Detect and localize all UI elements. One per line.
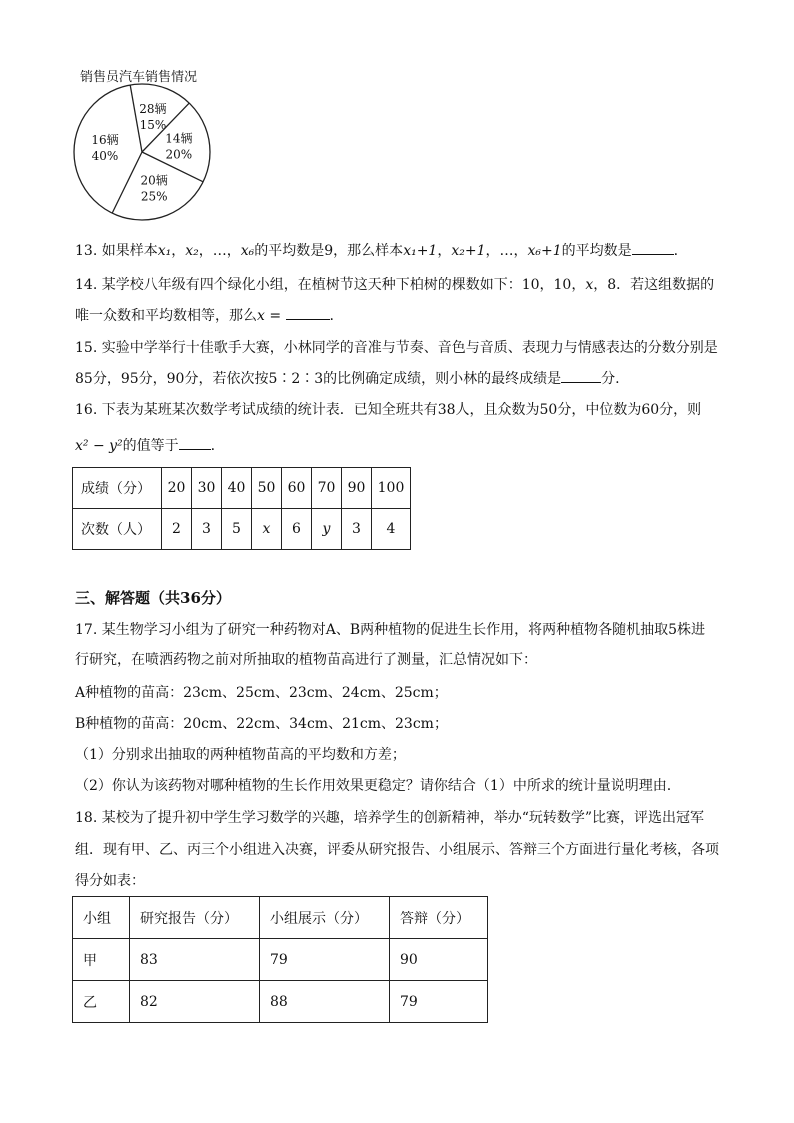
pie-slice-percent-label: 40% [91, 148, 119, 163]
table-cell: x [252, 509, 282, 550]
pie-slice-count-label: 16辆 [91, 132, 119, 147]
answer-blank-14 [286, 305, 330, 320]
section-title: 三、解答题（共36分） [75, 589, 231, 607]
table-header-cell: 答辩（分） [390, 897, 488, 939]
answer-blank-16 [179, 435, 211, 450]
question-17-line-1: 17. 某生物学习小组为了研究一种药物对A、B两种植物的促进生长作用，将两种植物各随机抽取5株进 [75, 622, 706, 638]
table-cell: 70 [312, 468, 342, 509]
pie-chart [62, 80, 222, 240]
table-cell: 79 [260, 939, 390, 981]
table-cell: 30 [192, 468, 222, 509]
question-17-line-4: B种植物的苗高：20cm、22cm、34cm、21cm、23cm； [75, 716, 448, 732]
table-row [73, 468, 411, 509]
pie-slice-percent-label: 15% [139, 118, 167, 133]
pie-slices [74, 84, 210, 220]
pie-slice-count-label: 28辆 [139, 102, 167, 117]
answer-blank-13 [632, 240, 674, 255]
table-header-cell: 小组 [73, 897, 130, 939]
pie-title: 销售员汽车销售情况 [80, 70, 198, 85]
question-18-line-3: 得分如表： [75, 873, 145, 889]
table-cell: 79 [390, 981, 488, 1023]
question-13: 13. 如果样本x₁，x₂，…，x₆的平均数是9，那么样本x₁+1，x₂+1，…，x₆+1的平均数是 . [75, 240, 678, 261]
question-18-line-2: 组．现有甲、乙、丙三个小组进入决赛，评委从研究报告、小组展示、答辩三个方面进行量化考核，各项 [75, 842, 719, 858]
table-cell: 6 [282, 509, 312, 550]
table-cell: 40 [222, 468, 252, 509]
table-header-cell: 研究报告（分） [130, 897, 260, 939]
table-cell: 83 [130, 939, 260, 981]
question-16-line-1: 16. 下表为某班某次数学考试成绩的统计表．已知全班共有38人，且众数为50分，中位数为60分，则 [75, 402, 702, 418]
question-14-line-1: 14. 某学校八年级有四个绿化小组，在植树节这天种下柏树的棵数如下：10，10，x，8．若这组数据的 [75, 277, 715, 293]
question-17-line-3: A种植物的苗高：23cm、25cm、23cm、24cm、25cm； [75, 685, 448, 701]
table-header-row [73, 897, 488, 939]
table-cell: 50 [252, 468, 282, 509]
table-cell: 82 [130, 981, 260, 1023]
table-header-cell: 小组展示（分） [260, 897, 390, 939]
question-17-line-5: （1）分别求出抽取的两种植物苗高的平均数和方差； [75, 747, 406, 763]
table-row [73, 981, 488, 1023]
question-15-line-2: 85分，95分，90分，若依次按5∶2∶3的比例确定成绩，则小林的最终成绩是 分. [75, 368, 620, 389]
table-cell: 90 [342, 468, 372, 509]
table-row [73, 509, 411, 550]
question-17-line-6: （2）你认为该药物对哪种植物的生长作用效果更稳定？请你结合（1）中所求的统计量说明理由. [75, 778, 672, 794]
table-row [73, 939, 488, 981]
pie-slice-count-label: 14辆 [165, 131, 193, 146]
table-cell: 90 [390, 939, 488, 981]
score-frequency-table [72, 467, 411, 550]
table-row-label: 次数（人） [73, 509, 162, 550]
table-cell: 20 [162, 468, 192, 509]
question-14-line-2: 唯一众数和平均数相等，那么x = . [75, 305, 334, 326]
table-cell: 60 [282, 468, 312, 509]
table-cell: 4 [372, 509, 411, 550]
table-cell: 乙 [73, 981, 130, 1023]
answer-blank-15 [561, 368, 601, 383]
table-cell: 2 [162, 509, 192, 550]
pie-slice-count-label: 20辆 [140, 173, 168, 188]
table-cell: y [312, 509, 342, 550]
question-17-line-2: 行研究，在喷洒药物之前对所抽取的植物苗高进行了测量，汇总情况如下： [75, 652, 537, 668]
question-16-line-2: x² − y²的值等于 . [75, 435, 215, 456]
table-cell: 3 [192, 509, 222, 550]
group-score-table [72, 896, 488, 1023]
table-row-label: 成绩（分） [73, 468, 162, 509]
table-cell: 3 [342, 509, 372, 550]
pie-slice-percent-label: 20% [165, 147, 193, 162]
question-18-line-1: 18. 某校为了提升初中学生学习数学的兴趣，培养学生的创新精神，举办“玩转数学”比赛，评选出冠军 [75, 810, 705, 826]
table-cell: 5 [222, 509, 252, 550]
table-cell: 88 [260, 981, 390, 1023]
pie-slice-percent-label: 25% [140, 189, 168, 204]
table-cell: 100 [372, 468, 411, 509]
table-cell: 甲 [73, 939, 130, 981]
question-15-line-1: 15. 实验中学举行十佳歌手大赛，小林同学的音准与节奏、音色与音质、表现力与情感表达的分数分别是 [75, 340, 718, 356]
